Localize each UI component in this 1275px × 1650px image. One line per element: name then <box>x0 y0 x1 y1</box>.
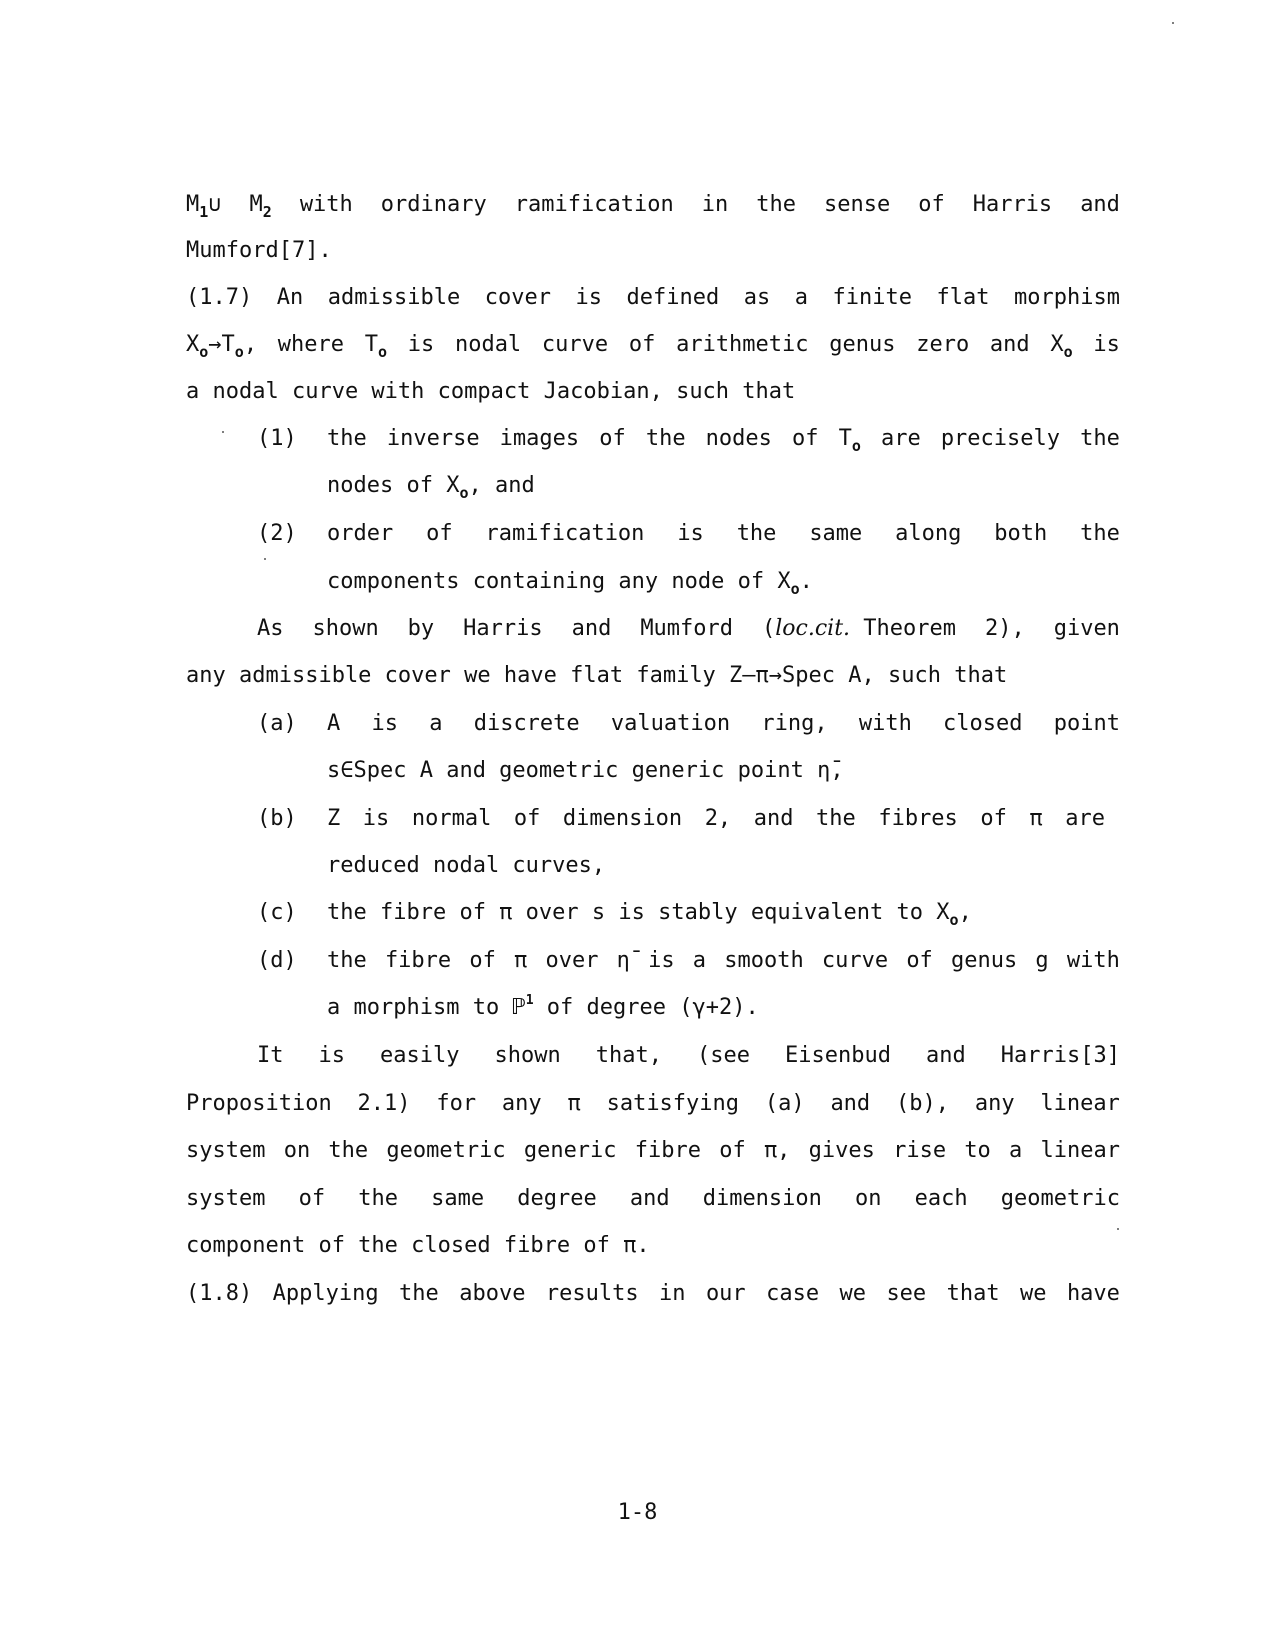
word: As <box>257 616 284 641</box>
word: a <box>692 948 707 973</box>
word: precisely <box>940 426 1061 451</box>
word: and <box>571 616 612 641</box>
word: morphism <box>1014 285 1120 310</box>
word: Harris <box>972 192 1053 217</box>
word: a <box>1009 1138 1023 1163</box>
word: zero <box>916 332 970 357</box>
word: and <box>989 332 1030 357</box>
word: case <box>766 1281 820 1306</box>
word: Harris <box>463 616 543 641</box>
word: satisfying <box>606 1091 740 1116</box>
word: valuation <box>610 711 731 736</box>
text-line-26 <box>186 1138 1120 1164</box>
word: ramification <box>514 192 674 217</box>
word: system <box>186 1138 266 1163</box>
text-line-11 <box>257 616 1120 642</box>
word: sense <box>823 192 891 217</box>
word: in <box>701 192 729 217</box>
word: (see <box>697 1043 751 1068</box>
list-label-a: (a) <box>257 711 297 736</box>
word: fibre <box>384 948 452 973</box>
word: the <box>327 426 367 451</box>
list-label-d: (d) <box>257 948 297 973</box>
word: in <box>659 1281 686 1306</box>
list-label-2: (2) <box>257 521 297 546</box>
word: the <box>399 1281 439 1306</box>
word: that, <box>595 1043 663 1068</box>
word: generic <box>523 1138 617 1163</box>
word: $X_o$ <box>1050 332 1073 361</box>
word: degree <box>517 1186 597 1211</box>
word: images <box>499 426 580 451</box>
word: easily <box>380 1043 460 1068</box>
word: the <box>1080 521 1120 546</box>
word: 2, <box>704 806 732 831</box>
word: is <box>575 285 602 310</box>
word: inverse <box>386 426 480 451</box>
word: Eisenbud <box>785 1043 891 1068</box>
word: is <box>407 332 435 357</box>
word: nodal <box>454 332 522 357</box>
text-line-22 <box>327 948 1120 974</box>
word: (1.7) <box>186 285 253 310</box>
word: on <box>283 1138 311 1163</box>
word: $T_o$ <box>838 426 861 455</box>
text-line-3 <box>186 332 1120 361</box>
word: dimension <box>562 806 683 831</box>
text-line-23: a morphism to ℙ$^1$ of degree (γ+2). <box>327 993 759 1020</box>
word: with <box>858 711 912 736</box>
word: π <box>1029 806 1043 831</box>
word: on <box>855 1186 882 1211</box>
text-line-24 <box>257 1043 1120 1069</box>
text-line-4: a nodal curve with compact Jacobian, such that <box>186 379 796 404</box>
word: system <box>186 1186 266 1211</box>
word: It <box>257 1043 284 1068</box>
word: (a) <box>764 1091 805 1116</box>
scan-speck <box>1172 22 1174 24</box>
list-label-c: (c) <box>257 900 297 925</box>
word: are <box>1065 806 1105 831</box>
word: π <box>514 948 528 973</box>
text-line-12: any admissible cover we have flat family Z—π→Spec A, such that <box>186 663 1008 688</box>
word: g <box>1035 948 1049 973</box>
word: ramification <box>485 521 645 546</box>
list-label-b: (b) <box>257 806 297 831</box>
word: the <box>358 1186 398 1211</box>
word: a <box>794 285 808 310</box>
word: of <box>628 332 656 357</box>
word: 2), <box>984 616 1025 641</box>
word: linear <box>1040 1138 1120 1163</box>
word: of <box>426 521 453 546</box>
scan-speck <box>222 431 224 433</box>
word: the <box>1080 426 1120 451</box>
text-line-9 <box>327 521 1120 547</box>
word: point <box>1053 711 1120 736</box>
word: any <box>974 1091 1015 1116</box>
word: with <box>299 192 353 217</box>
text-line-10: components containing any node of $X_o$. <box>327 569 813 598</box>
word: (loc.cit. Theorem <box>762 616 957 641</box>
word: is <box>677 521 704 546</box>
word: finite <box>832 285 912 310</box>
word: and <box>830 1091 871 1116</box>
word: genus <box>951 948 1018 973</box>
word: of <box>599 426 626 451</box>
word: over <box>545 948 599 973</box>
word: by <box>407 616 435 641</box>
text-line-7: nodes of $X_o$, and <box>327 473 535 502</box>
word: the <box>645 426 686 451</box>
word: is <box>648 948 675 973</box>
word: $X_o\to T_o$, <box>186 332 258 361</box>
word: discrete <box>473 711 580 736</box>
word: fibre <box>634 1138 701 1163</box>
word: $T_o$ <box>364 332 388 361</box>
word: the <box>328 1138 369 1163</box>
word: where <box>277 332 345 357</box>
word: both <box>994 521 1048 546</box>
word: and <box>753 806 794 831</box>
word: with <box>1066 948 1120 973</box>
word: An <box>276 285 304 310</box>
scan-speck <box>264 558 266 560</box>
word: of <box>980 806 1007 831</box>
word: ordinary <box>380 192 487 217</box>
word: that <box>946 1281 1000 1306</box>
word: genus <box>829 332 896 357</box>
word: the <box>816 806 856 831</box>
word: geometric <box>386 1138 506 1163</box>
text-line-0 <box>186 192 1120 221</box>
word: closed <box>943 711 1023 736</box>
word: flat <box>936 285 990 310</box>
list-label-1: (1) <box>257 426 297 451</box>
word: above <box>459 1281 526 1306</box>
word: of <box>513 806 541 831</box>
word: any <box>501 1091 542 1116</box>
word: of <box>792 426 819 451</box>
word: given <box>1053 616 1120 641</box>
word: have <box>1066 1281 1120 1306</box>
word: each <box>914 1186 968 1211</box>
word: (b), <box>896 1091 949 1116</box>
word: and <box>926 1043 966 1068</box>
word: see <box>886 1281 927 1306</box>
text-line-28: component of the closed fibre of π. <box>186 1233 650 1258</box>
word: $M_1\cup$ <box>186 192 222 221</box>
word: to <box>964 1138 991 1163</box>
word: Applying <box>272 1281 379 1306</box>
word: nodes <box>705 426 772 451</box>
word: is <box>1093 332 1120 357</box>
text-line-25 <box>186 1091 1120 1117</box>
word: admissible <box>327 285 461 310</box>
word: of <box>298 1186 326 1211</box>
word: $M_2$ <box>249 192 272 221</box>
word: is <box>371 711 398 736</box>
word: gives <box>808 1138 875 1163</box>
word: are <box>880 426 921 451</box>
word: our <box>705 1281 746 1306</box>
word: (1.8) <box>186 1281 253 1306</box>
word: of <box>906 948 933 973</box>
word: Mumford <box>640 616 734 641</box>
text-line-17 <box>327 806 1105 832</box>
word: the <box>327 948 367 973</box>
text-line-2 <box>186 285 1120 311</box>
text-line-20: the fibre of π over s is stably equivalent to $X_o$, <box>327 900 972 929</box>
text-line-18: reduced nodal curves, <box>327 853 606 878</box>
word: results <box>545 1281 639 1306</box>
word: we <box>1020 1281 1047 1306</box>
text-line-1: Mumford[7]. <box>186 238 332 263</box>
word: arithmetic <box>676 332 809 357</box>
word: the <box>756 192 796 217</box>
word: of <box>719 1138 746 1163</box>
word: and <box>1080 192 1120 217</box>
word: 2.1) <box>357 1091 411 1116</box>
word: same <box>431 1186 485 1211</box>
word: as <box>743 285 771 310</box>
word: ring, <box>761 711 828 736</box>
word: same <box>809 521 863 546</box>
word: Proposition <box>186 1091 332 1116</box>
text-line-15: s∈Spec A and geometric generic point η̄, <box>327 758 844 783</box>
text-line-6 <box>327 426 1120 455</box>
word: order <box>327 521 394 546</box>
text-line-29 <box>186 1281 1120 1307</box>
page-number: 1-8 <box>617 1500 658 1525</box>
scan-speck <box>1117 1228 1119 1230</box>
word: rise <box>893 1138 947 1163</box>
word: we <box>839 1281 867 1306</box>
word: defined <box>626 285 720 310</box>
word: smooth <box>724 948 804 973</box>
word: along <box>895 521 962 546</box>
word: η̄ <box>616 948 630 973</box>
text-line-27 <box>186 1186 1120 1212</box>
word: geometric <box>1000 1186 1120 1211</box>
word: fibres <box>878 806 958 831</box>
word: dimension <box>702 1186 822 1211</box>
word: Harris[3] <box>1000 1043 1120 1068</box>
word: linear <box>1040 1091 1120 1116</box>
word: π, <box>763 1138 791 1163</box>
word: and <box>629 1186 670 1211</box>
word: the <box>736 521 777 546</box>
word: a <box>429 711 443 736</box>
word: for <box>436 1091 477 1116</box>
word: curve <box>541 332 609 357</box>
word: curve <box>821 948 889 973</box>
word: of <box>918 192 945 217</box>
word: π <box>567 1091 581 1116</box>
word: A <box>327 711 341 736</box>
word: shown <box>312 616 379 641</box>
word: of <box>469 948 496 973</box>
word: normal <box>411 806 492 831</box>
word: shown <box>494 1043 561 1068</box>
word: is <box>362 806 390 831</box>
word: cover <box>484 285 551 310</box>
word: is <box>318 1043 346 1068</box>
word: Z <box>327 806 341 831</box>
text-line-14 <box>327 711 1120 737</box>
